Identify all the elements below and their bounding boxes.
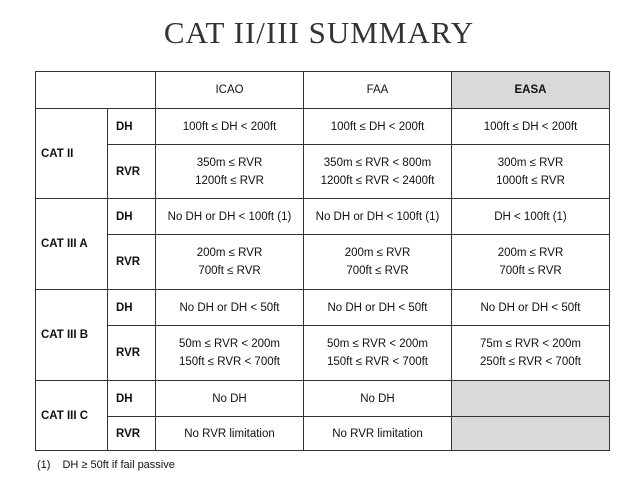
cell-line: 250ft ≤ RVR < 700ft	[479, 356, 582, 368]
cell-icao-dh: No DH or DH < 50ft	[156, 290, 304, 326]
param-label-rvr: RVR	[108, 145, 156, 199]
cell-icao-rvr: No RVR limitation	[156, 417, 304, 451]
column-header-faa: FAA	[304, 72, 452, 109]
cell-easa-dh: DH < 100ft (1)	[452, 199, 610, 235]
category-label: CAT III A	[36, 199, 108, 290]
footnote-marker: (1)	[37, 459, 51, 471]
cell-line: 300m ≤ RVR	[497, 156, 564, 169]
cell-line: 200m ≤ RVR	[344, 247, 411, 259]
category-label: CAT III B	[36, 290, 108, 381]
cell-icao-rvr	[156, 326, 304, 381]
cell-faa-dh: No DH	[304, 381, 452, 417]
param-label-dh: DH	[108, 109, 156, 145]
cell-line: 1000ft ≤ RVR	[496, 174, 565, 187]
cell-faa-dh: No DH or DH < 50ft	[304, 290, 452, 326]
param-label-rvr: RVR	[108, 417, 156, 451]
cell-faa-dh: No DH or DH < 100ft (1)	[304, 199, 452, 235]
table-row	[36, 235, 610, 290]
column-header-easa: EASA	[452, 72, 610, 109]
footnote	[37, 459, 187, 471]
cell-line: 1200ft ≤ RVR	[195, 174, 264, 187]
param-label-dh: DH	[108, 199, 156, 235]
cell-line: 150ft ≤ RVR < 700ft	[326, 356, 429, 368]
page-title: CAT II/III SUMMARY	[163, 15, 475, 50]
cell-easa-rvr	[452, 326, 610, 381]
footnote-text: DH ≥ 50ft if fail passive	[62, 459, 175, 471]
cell-icao-rvr	[156, 145, 304, 199]
cell-line: 350m ≤ RVR	[196, 156, 263, 169]
cell-line: 350m ≤ RVR < 800m	[323, 156, 432, 169]
table-row	[36, 417, 610, 451]
cell-icao-dh: No DH or DH < 100ft (1)	[156, 199, 304, 235]
cell-line: 700ft ≤ RVR	[198, 265, 261, 277]
column-header-icao: ICAO	[156, 72, 304, 109]
cell-icao-dh: 100ft ≤ DH < 200ft	[156, 109, 304, 145]
cell-easa-rvr	[452, 235, 610, 290]
param-label-dh: DH	[108, 290, 156, 326]
param-label-dh: DH	[108, 381, 156, 417]
cell-faa-rvr: No RVR limitation	[304, 417, 452, 451]
cell-easa-rvr-empty	[452, 417, 610, 451]
category-label: CAT III C	[36, 381, 108, 451]
category-label: CAT II	[36, 109, 108, 199]
cell-line: 1200ft ≤ RVR < 2400ft	[320, 174, 435, 187]
cell-icao-rvr	[156, 235, 304, 290]
cell-easa-rvr	[452, 145, 610, 199]
table-row	[36, 109, 610, 145]
cell-icao-dh: No DH	[156, 381, 304, 417]
cat-summary-table	[35, 71, 610, 451]
cell-line: 75m ≤ RVR < 200m	[479, 338, 582, 350]
table-row	[36, 199, 610, 235]
cell-easa-dh: 100ft ≤ DH < 200ft	[452, 109, 610, 145]
cell-line: 150ft ≤ RVR < 700ft	[178, 356, 281, 368]
cell-faa-dh: 100ft ≤ DH < 200ft	[304, 109, 452, 145]
table-row	[36, 326, 610, 381]
cell-line: 700ft ≤ RVR	[499, 265, 562, 277]
cell-line: 200m ≤ RVR	[196, 247, 263, 259]
param-label-rvr: RVR	[108, 235, 156, 290]
cell-line: 700ft ≤ RVR	[346, 265, 409, 277]
table-row	[36, 381, 610, 417]
cell-faa-rvr	[304, 326, 452, 381]
cell-easa-dh: No DH or DH < 50ft	[452, 290, 610, 326]
table-row	[36, 145, 610, 199]
cell-line: 50m ≤ RVR < 200m	[178, 338, 281, 350]
cell-faa-rvr	[304, 145, 452, 199]
param-label-rvr: RVR	[108, 326, 156, 381]
cell-line: 200m ≤ RVR	[497, 247, 564, 259]
table-row	[36, 290, 610, 326]
header-corner-cell	[36, 72, 156, 109]
cell-faa-rvr	[304, 235, 452, 290]
header-row	[36, 72, 610, 109]
cell-line: 50m ≤ RVR < 200m	[326, 338, 429, 350]
cell-easa-dh-empty	[452, 381, 610, 417]
